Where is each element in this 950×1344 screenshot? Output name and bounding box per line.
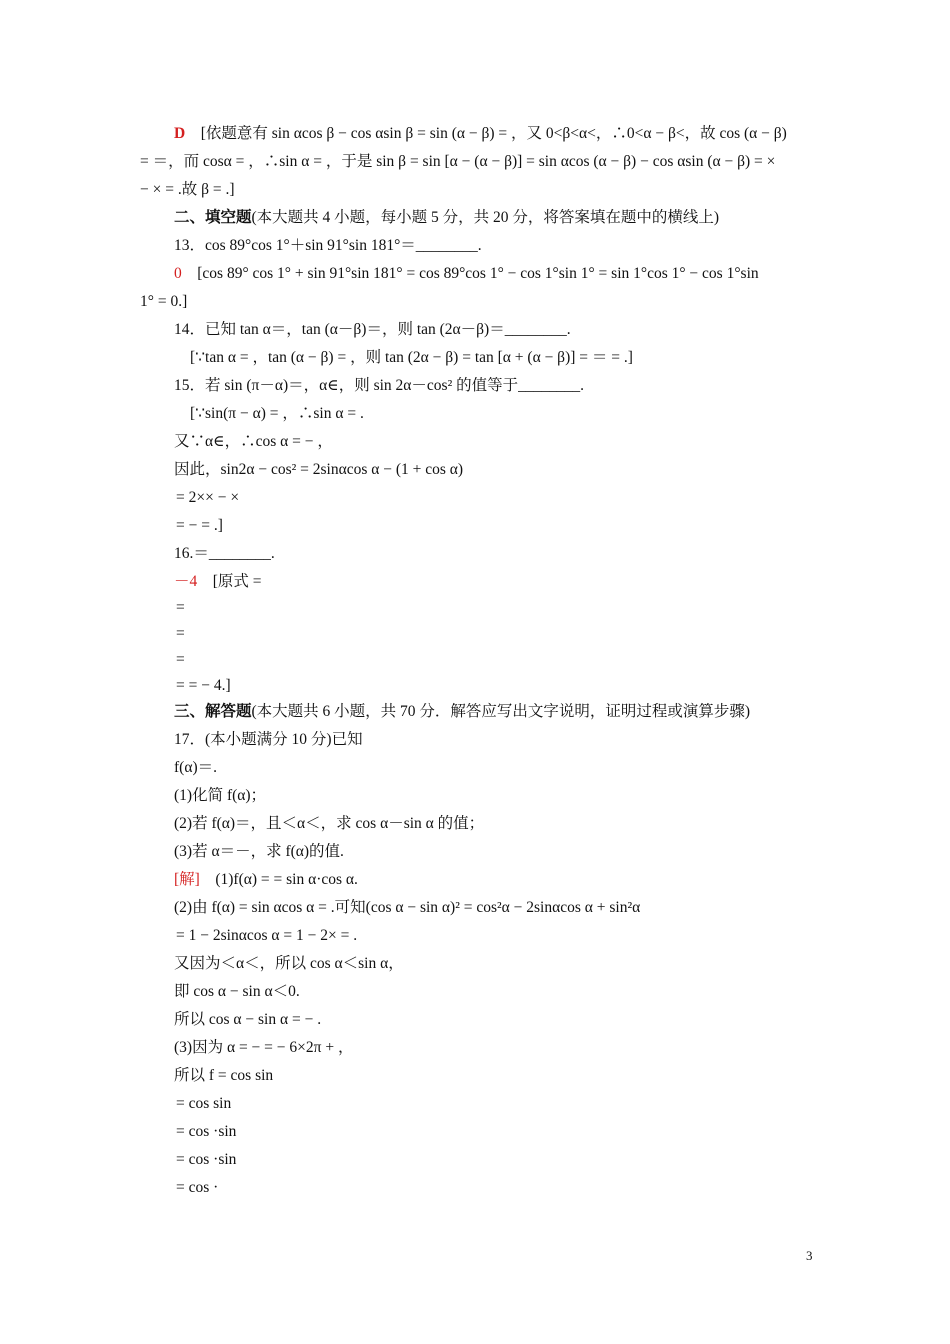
line-text: (2)由 f(α) = sin αcos α = .可知(cos α − sin α)² = cos²α − 2sinαcos α + sin²α bbox=[174, 899, 641, 916]
line-text: [原式 = bbox=[197, 573, 262, 590]
answer-mark: D bbox=[174, 125, 186, 142]
text-line bbox=[174, 814, 484, 834]
section-heading bbox=[174, 208, 719, 228]
text-line bbox=[174, 898, 640, 918]
text-line bbox=[174, 982, 300, 1002]
text-line bbox=[174, 572, 262, 592]
line-text: [∵sin(π − α) = ，∴sin α = . bbox=[190, 405, 364, 422]
text-line bbox=[174, 758, 217, 778]
text-line bbox=[174, 1066, 273, 1086]
text-line bbox=[174, 786, 266, 806]
line-text: [∵tan α = ，tan (α − β) = ，则 tan (2α − β) = tan [α + (α − β)] = ＝ = .] bbox=[190, 349, 633, 366]
answer-mark: 0 bbox=[174, 265, 182, 282]
text-line bbox=[174, 460, 463, 480]
text-line bbox=[176, 1094, 231, 1114]
section-heading bbox=[174, 702, 750, 722]
text-line bbox=[174, 432, 333, 452]
line-text: 17．(本小题满分 10 分)已知 bbox=[174, 731, 363, 748]
line-text: 因此，sin2α − cos² = 2sinαcos α − (1 + cos α) bbox=[174, 461, 464, 478]
text-line bbox=[176, 624, 185, 644]
text-line bbox=[174, 1038, 353, 1058]
text-line bbox=[174, 954, 404, 974]
text-line bbox=[140, 292, 187, 312]
line-text: − × = .故 β = .] bbox=[140, 181, 235, 198]
text-line bbox=[176, 598, 185, 618]
question-15 bbox=[174, 376, 584, 396]
line-text: = cos ·sin bbox=[176, 1123, 237, 1140]
text-line bbox=[174, 870, 358, 890]
line-text: = ＝，而 cosα = ，∴sin α = ，于是 sin β = sin [α − (α − β)] = sin αcos (α − β) − cos αsin (α − β) = × bbox=[140, 153, 776, 170]
line-text: 又因为＜α＜，所以 cos α＜sin α， bbox=[174, 955, 404, 972]
line-text: [cos 89° cos 1° + sin 91°sin 181° = cos 89°cos 1° − cos 1°sin 1° = sin 1°cos 1° − cos 1°sin bbox=[181, 265, 759, 282]
text-line bbox=[140, 180, 235, 200]
text-line bbox=[176, 676, 231, 696]
line-text: (3)若 α＝－，求 f(α)的值. bbox=[174, 843, 344, 860]
line-text: 15．若 sin (π－α)＝，α∈，则 sin 2α－cos² 的值等于________. bbox=[174, 377, 584, 394]
answer-mark: －4 bbox=[174, 573, 198, 590]
section-title: 三、解答题 bbox=[174, 703, 252, 720]
text-line bbox=[140, 152, 775, 172]
line-text: (1)化简 f(α)； bbox=[174, 787, 267, 804]
line-text: = = − 4.] bbox=[176, 677, 231, 694]
text-line bbox=[174, 842, 344, 862]
line-text: = bbox=[176, 625, 185, 642]
question-14 bbox=[174, 320, 571, 340]
line-text: = cos · bbox=[176, 1179, 219, 1196]
line-text: (本大题共 4 小题，每小题 5 分，共 20 分，将答案填在题中的横线上) bbox=[251, 209, 720, 226]
line-text: f(α)＝. bbox=[174, 759, 217, 776]
line-text: 所以 cos α − sin α = − . bbox=[174, 1011, 322, 1028]
text-line bbox=[190, 404, 364, 424]
line-text: = cos ·sin bbox=[176, 1151, 237, 1168]
question-13 bbox=[174, 236, 482, 256]
line-text: 即 cos α − sin α＜0. bbox=[174, 983, 300, 1000]
text-line bbox=[176, 926, 357, 946]
line-text: (3)因为 α = − = − 6×2π + ， bbox=[174, 1039, 354, 1056]
line-text: 1° = 0.] bbox=[140, 293, 188, 310]
line-text: (2)若 f(α)＝，且＜α＜，求 cos α－sin α 的值； bbox=[174, 815, 485, 832]
text-line bbox=[176, 1178, 218, 1198]
line-text: = 1 − 2sinαcos α = 1 − 2× = . bbox=[176, 927, 358, 944]
text-line bbox=[174, 1010, 321, 1030]
line-text: [依题意有 sin αcos β − cos αsin β = sin (α − β) = ，又 0<β<α<，∴0<α − β<，故 cos (α − β) bbox=[185, 125, 787, 142]
section-title: 二、填空题 bbox=[174, 209, 252, 226]
text-line bbox=[190, 348, 633, 368]
text-line bbox=[176, 516, 223, 536]
text-line bbox=[176, 1150, 236, 1170]
solution-mark: [解] bbox=[174, 871, 200, 888]
question-16 bbox=[174, 544, 275, 564]
line-text: (本大题共 6 小题，共 70 分．解答应写出文字说明，证明过程或演算步骤) bbox=[251, 703, 751, 720]
text-line bbox=[176, 488, 239, 508]
line-text: 所以 f = cos sin bbox=[174, 1067, 274, 1084]
line-text: 16.＝________. bbox=[174, 545, 275, 562]
text-line bbox=[174, 124, 787, 144]
text-line bbox=[176, 650, 185, 670]
page-number: 3 bbox=[806, 1248, 813, 1263]
line-text: = bbox=[176, 599, 185, 616]
line-text: 14．已知 tan α＝，tan (α－β)＝，则 tan (2α－β)＝________. bbox=[174, 321, 571, 338]
line-text: = − = .] bbox=[176, 517, 223, 534]
line-text: 又∵α∈，∴cos α = − ， bbox=[174, 433, 333, 450]
question-17 bbox=[174, 730, 363, 750]
text-line bbox=[174, 264, 759, 284]
line-text: = 2×× − × bbox=[176, 489, 240, 506]
text-line bbox=[176, 1122, 236, 1142]
line-text: (1)f(α) = = sin α·cos α. bbox=[199, 871, 358, 888]
line-text: = bbox=[176, 651, 185, 668]
line-text: = cos sin bbox=[176, 1095, 232, 1112]
line-text: 13．cos 89°cos 1°＋sin 91°sin 181°＝________. bbox=[174, 237, 482, 254]
